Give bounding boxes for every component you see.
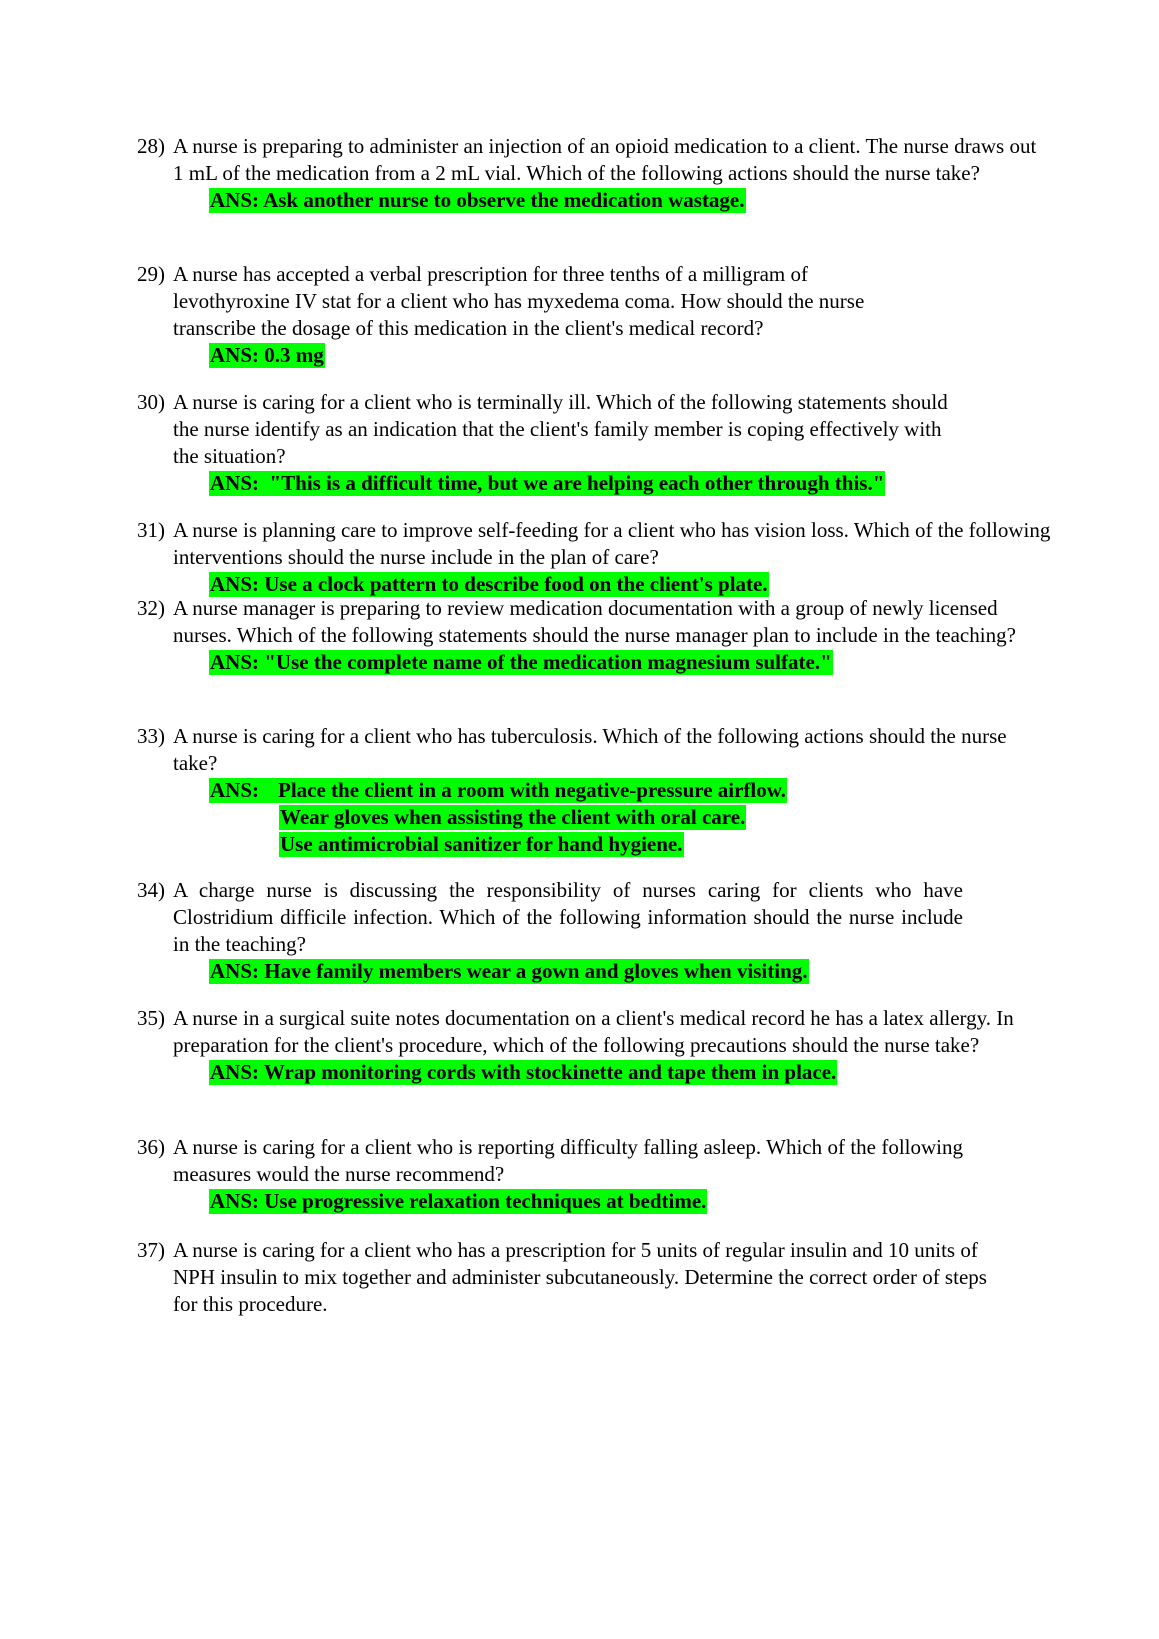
question-stem: A nurse is caring for a client who has tuberculosis. Which of the following actions should the nurse take? bbox=[173, 724, 1007, 775]
question-stem: A nurse manager is preparing to review medication documentation with a group of newly licensed nurses. Which of the following statements should the nurse manager plan to include in the teaching? bbox=[173, 596, 1016, 647]
question-stem: A nurse is caring for a client who is terminally ill. Which of the following statements should the nurse identify as an indication that the client's family member is coping effectively with the situation? bbox=[173, 390, 948, 468]
answer-highlight: ANS: Use progressive relaxation techniques at bedtime. bbox=[210, 1189, 707, 1213]
answer-row bbox=[209, 958, 1067, 985]
answer-row bbox=[209, 649, 1067, 676]
question-number: 29) bbox=[137, 262, 165, 286]
answer-row bbox=[209, 470, 1067, 497]
question-number: 35) bbox=[137, 1006, 165, 1030]
answer-row bbox=[209, 831, 1067, 858]
question-number: 34) bbox=[137, 878, 165, 902]
answer-highlight: ANS: Ask another nurse to observe the medication wastage. bbox=[210, 188, 745, 212]
question-stem: A nurse has accepted a verbal prescription for three tenths of a milligram of levothyroxine IV stat for a client who has myxedema coma. How should the nurse transcribe the dosage of this medication in the client's medical record? bbox=[173, 262, 865, 340]
question-stem: A nurse is planning care to improve self-feeding for a client who has vision loss. Which of the following interventions should the nurse include in the plan of care? bbox=[173, 518, 1051, 569]
answer-row bbox=[209, 777, 1067, 804]
question-number: 33) bbox=[137, 724, 165, 748]
question-33 bbox=[137, 723, 1067, 858]
answer-highlight: ANS: Have family members wear a gown and gloves when visiting. bbox=[210, 959, 808, 983]
answer-row bbox=[209, 804, 1067, 831]
answer-row bbox=[209, 1059, 1067, 1086]
answer-highlight: ANS: "This is a difficult time, but we are helping each other through this." bbox=[210, 471, 885, 495]
question-28 bbox=[137, 133, 1067, 214]
question-stem: A nurse is preparing to administer an injection of an opioid medication to a client. The nurse draws out 1 mL of the medication from a 2 mL vial. Which of the following actions should the nurse take? bbox=[173, 134, 1037, 185]
question-35 bbox=[137, 1005, 1067, 1086]
question-37 bbox=[137, 1237, 1067, 1318]
answer-row bbox=[209, 1188, 1067, 1215]
question-stem: A nurse in a surgical suite notes documentation on a client's medical record he has a latex allergy. In preparation for the client's procedure, which of the following precautions should the nurse take? bbox=[173, 1006, 1014, 1057]
answer-highlight: ANS: 0.3 mg bbox=[210, 343, 324, 367]
question-number: 31) bbox=[137, 518, 165, 542]
question-number: 37) bbox=[137, 1238, 165, 1262]
question-36 bbox=[137, 1134, 1067, 1215]
answer-highlight: Use antimicrobial sanitizer for hand hygiene. bbox=[280, 832, 683, 856]
answer-highlight: Place the client in a room with negative-pressure airflow. bbox=[278, 778, 787, 802]
answer-row bbox=[209, 571, 1067, 598]
answer-prefix: ANS: bbox=[209, 778, 277, 803]
question-number: 30) bbox=[137, 390, 165, 414]
answer-highlight: ANS: Wrap monitoring cords with stockinette and tape them in place. bbox=[210, 1060, 837, 1084]
answer-highlight: ANS: "Use the complete name of the medication magnesium sulfate." bbox=[210, 650, 832, 674]
answer-highlight: ANS: Use a clock pattern to describe food on the client's plate. bbox=[210, 572, 768, 596]
question-number: 32) bbox=[137, 596, 165, 620]
question-34 bbox=[137, 877, 1067, 985]
answer-row bbox=[209, 187, 1067, 214]
question-stem: A nurse is caring for a client who is reporting difficulty falling asleep. Which of the following measures would the nurse recommend? bbox=[173, 1135, 963, 1186]
question-stem: A nurse is caring for a client who has a prescription for 5 units of regular insulin and 10 units of NPH insulin to mix together and administer subcutaneously. Determine the correct order of steps for this procedure. bbox=[173, 1238, 987, 1316]
answer-highlight: Wear gloves when assisting the client with oral care. bbox=[280, 805, 746, 829]
question-30 bbox=[137, 389, 1067, 497]
question-stem: A charge nurse is discussing the responsibility of nurses caring for clients who have Clostridium difficile infection. Which of the following information should the nurse include in the teaching? bbox=[173, 878, 963, 956]
question-number: 28) bbox=[137, 134, 165, 158]
question-32 bbox=[137, 595, 1067, 676]
question-31 bbox=[137, 517, 1067, 598]
answer-row bbox=[209, 342, 1067, 369]
question-number: 36) bbox=[137, 1135, 165, 1159]
question-29 bbox=[137, 261, 1067, 369]
